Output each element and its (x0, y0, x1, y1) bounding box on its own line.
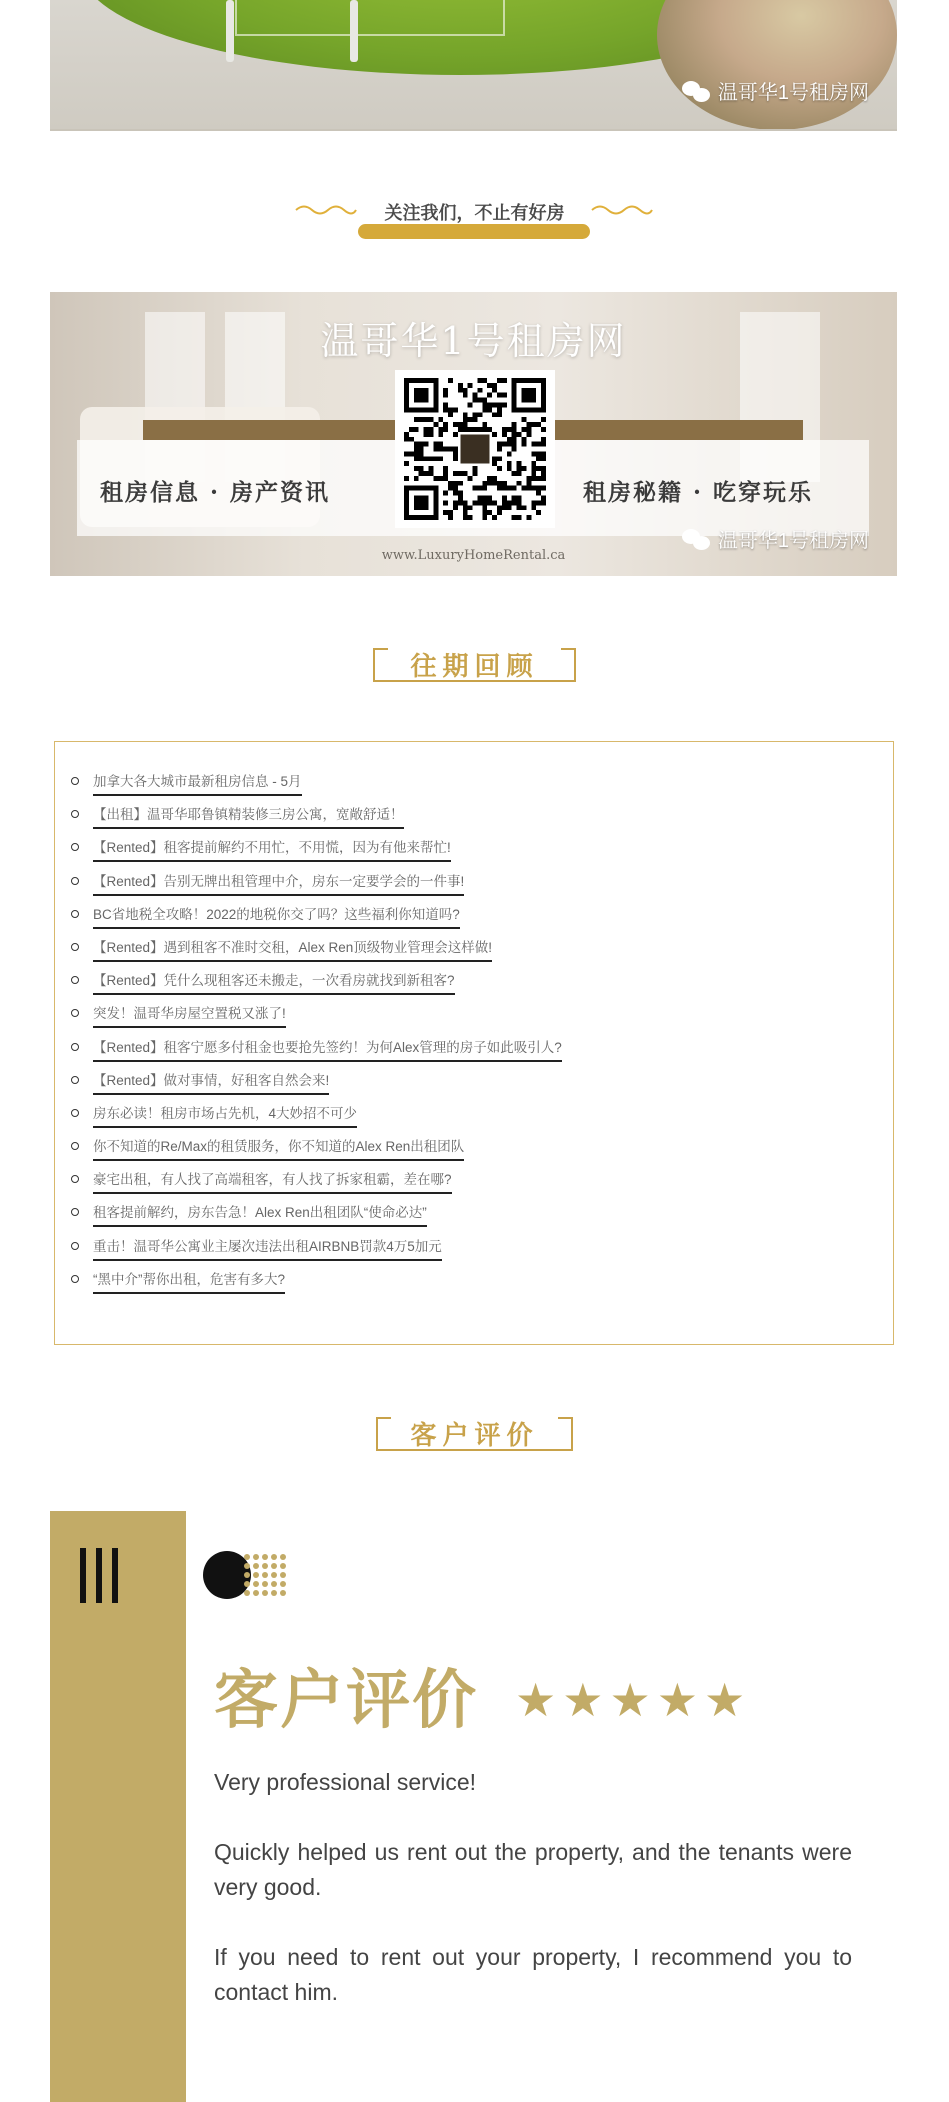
bullet-icon (71, 1109, 79, 1117)
list-item (93, 1069, 562, 1102)
roman-three-icon (80, 1548, 122, 1603)
archive-link[interactable]: 重击！温哥华公寓业主屡次违法出租AIRBNB罚款4万5加元 (93, 1235, 442, 1261)
list-item (93, 1168, 562, 1201)
archive-link[interactable]: 豪宅出租，有人找了高端租客，有人找了拆家租霸，差在哪? (93, 1168, 452, 1194)
list-item (93, 1235, 562, 1268)
follow-label: 关注我们，不止有好房 (384, 203, 565, 224)
archive-items (93, 770, 562, 1301)
bullet-icon (71, 1175, 79, 1183)
promo-banner (50, 292, 897, 576)
archive-link[interactable]: 房东必读！租房市场占先机，4大妙招不可少 (93, 1102, 357, 1128)
wave-right-icon (590, 201, 654, 219)
star-icon: ★ (704, 1673, 746, 1727)
list-item (93, 1201, 562, 1234)
reviews-heading-text: 客户评价 (410, 1421, 539, 1451)
review-paragraph: Very professional service! (214, 1769, 477, 1795)
banner-title: 温哥华1号租房网 (320, 319, 627, 363)
qr-code-graphic (403, 378, 547, 520)
shrub-image (657, 0, 897, 130)
top-photo (50, 0, 897, 131)
circle-dots-icon (203, 1548, 293, 1603)
bullet-icon (71, 976, 79, 984)
star-icon: ★ (656, 1673, 698, 1727)
archive-link[interactable]: 突发！温哥华房屋空置税又涨了! (93, 1002, 286, 1028)
list-item (93, 1268, 562, 1301)
list-item (93, 1036, 562, 1069)
watermark-text: 温哥华1号租房网 (717, 530, 869, 552)
list-item (93, 969, 562, 1002)
banner-right-text: 租房秘籍 · 吃穿玩乐 (583, 479, 814, 506)
watermark (682, 524, 869, 553)
bullet-icon (71, 777, 79, 785)
list-item (93, 870, 562, 903)
bullet-icon (71, 943, 79, 951)
follow-accent-bar (358, 224, 590, 239)
archive-link[interactable]: 【Rented】租客提前解约不用忙，不用慌，因为有他来帮忙! (93, 836, 451, 862)
archive-link[interactable]: “黑中介”帮你出租，危害有多大? (93, 1268, 285, 1294)
list-item (93, 1135, 562, 1168)
bullet-icon (71, 843, 79, 851)
watermark (682, 76, 869, 105)
follow-header (0, 193, 949, 243)
archive-link[interactable]: BC省地税全攻略！2022的地税你交了吗？这些福利你知道吗? (93, 903, 460, 929)
banner-left-text: 租房信息 · 房产资讯 (100, 479, 331, 506)
list-item (93, 903, 562, 936)
banner-url: www.LuxuryHomeRental.ca (381, 548, 566, 563)
bullet-icon (71, 1275, 79, 1283)
archive-link[interactable]: 【Rented】租客宁愿多付租金也要抢先签约！为何Alex管理的房子如此吸引人? (93, 1036, 562, 1062)
archive-link[interactable]: 【Rented】告别无牌出租管理中介，房东一定要学会的一件事! (93, 870, 464, 896)
court-lines (235, 0, 505, 36)
bullet-icon (71, 1242, 79, 1250)
archive-link[interactable]: 【Rented】做对事情，好租客自然会来! (93, 1069, 329, 1095)
archive-link[interactable]: 【Rented】遇到租客不准时交租，Alex Ren顶级物业管理会这样做! (93, 936, 492, 962)
archive-list (54, 741, 894, 1345)
archive-heading-text: 往期回顾 (410, 652, 539, 682)
bullet-icon (71, 1142, 79, 1150)
bullet-icon (71, 877, 79, 885)
bullet-icon (71, 1009, 79, 1017)
goal-post (350, 0, 358, 62)
archive-link[interactable]: 【出租】温哥华耶鲁镇精装修三房公寓，宽敞舒适！ (93, 803, 404, 829)
list-item (93, 836, 562, 869)
archive-link[interactable]: 你不知道的Re/Max的租赁服务，你不知道的Alex Ren出租团队 (93, 1135, 464, 1161)
list-item (93, 1002, 562, 1035)
bullet-icon (71, 810, 79, 818)
archive-heading (0, 644, 949, 684)
archive-link[interactable]: 加拿大各大城市最新租房信息 - 5月 (93, 770, 302, 796)
list-item (93, 936, 562, 969)
review-title: 客户评价 (214, 1664, 478, 1738)
bullet-icon (71, 1043, 79, 1051)
review-paragraph: If you need to rent out your property, I recommend you to contact him. (214, 1944, 852, 2005)
archive-link[interactable]: 【Rented】凭什么现租客还未搬走，一次看房就找到新租客? (93, 969, 455, 995)
star-icon: ★ (515, 1673, 557, 1727)
bullet-icon (71, 1076, 79, 1084)
bullet-icon (71, 1208, 79, 1216)
bullet-icon (71, 910, 79, 918)
star-icon: ★ (609, 1673, 651, 1727)
goal-post (226, 0, 234, 62)
list-item (93, 803, 562, 836)
qr-code-icon[interactable] (395, 370, 555, 528)
list-item (93, 770, 562, 803)
review-card (50, 1511, 897, 2102)
review-side-bar (50, 1511, 186, 2102)
rating-stars (515, 1673, 746, 1727)
reviews-heading (0, 1413, 949, 1453)
star-icon: ★ (562, 1673, 604, 1727)
archive-link[interactable]: 租客提前解约，房东告急！Alex Ren出租团队“使命必达” (93, 1201, 427, 1227)
wechat-icon (682, 79, 712, 103)
wechat-icon (682, 527, 712, 551)
watermark-text: 温哥华1号租房网 (717, 82, 869, 104)
list-item (93, 1102, 562, 1135)
review-paragraph: Quickly helped us rent out the property, and the tenants were very good. (214, 1839, 852, 1900)
